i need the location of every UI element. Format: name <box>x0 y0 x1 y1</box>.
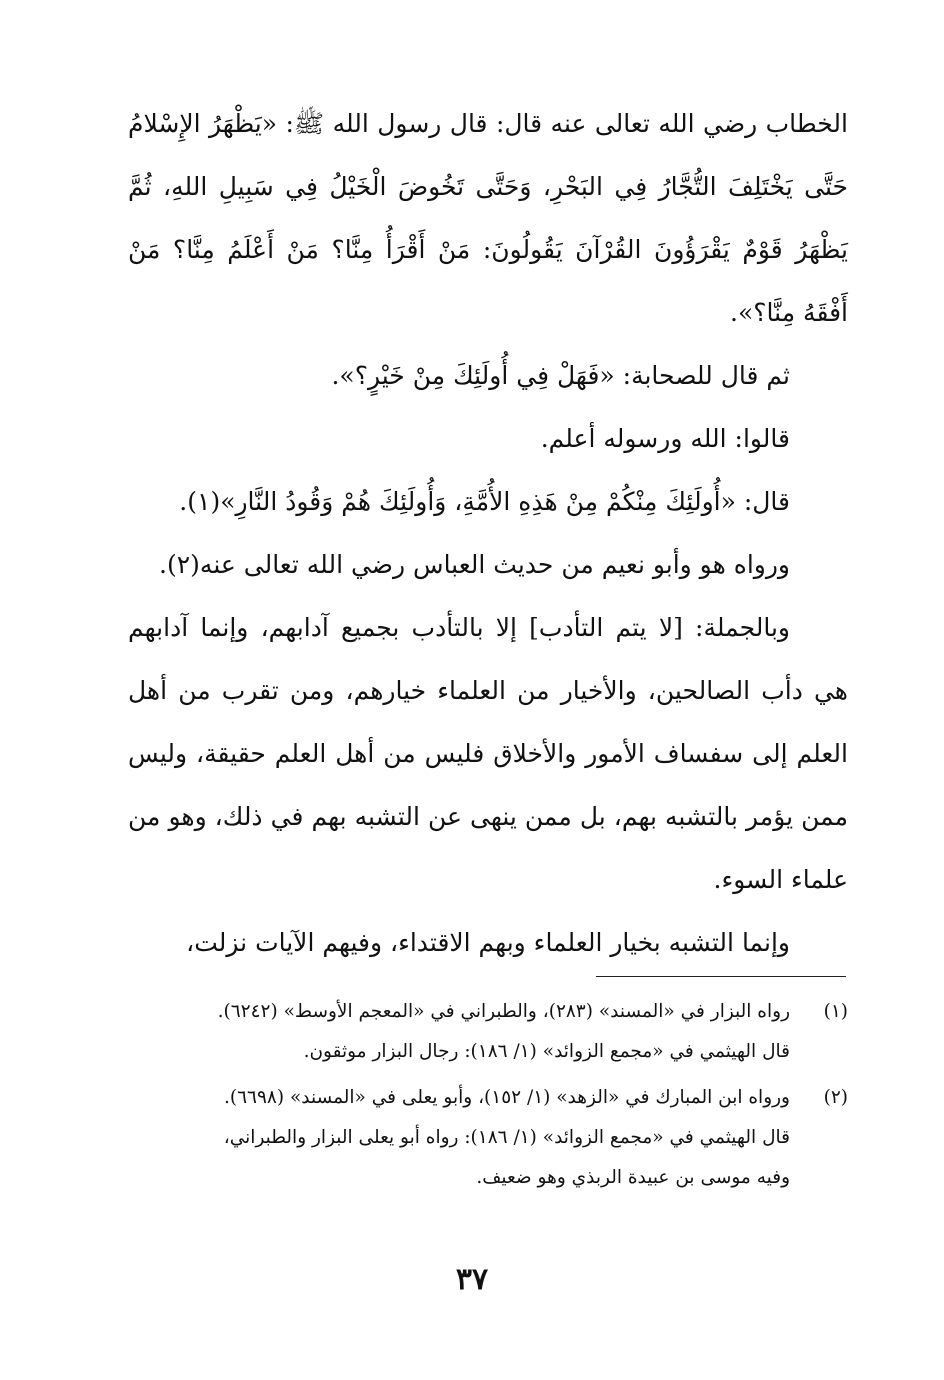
footnote-number: (١) <box>823 1001 848 1022</box>
main-text <box>128 92 848 974</box>
footnotes <box>132 992 848 1204</box>
paragraph-question-to-companions: ثم قال للصحابة: «فَهَلْ فِي أُولَئِكَ مِنْ خَيْرٍ؟». <box>331 361 790 390</box>
footnote-line: وفيه موسى بن عبيدة الربذي وهو ضعيف. <box>476 1167 790 1188</box>
page-number: ٣٧ <box>455 1262 489 1297</box>
footnote-number: (٢) <box>823 1087 848 1108</box>
paragraph-hadith-continuation: الخطاب رضي الله تعالى عنه قال: قال رسول الله ﷺ: «يَظْهَرُ الإِسْلامُ حَتَّى يَخْتَلِفَ التُّجَّارُ فِي البَحْرِ، وَحَتَّى تَخُوضَ الْخَيْلُ فِي سَبِيلِ اللهِ، ثُمَّ يَظْهَرُ قَوْمٌ يَقْرَؤُونَ القُرْآنَ يَقُولُونَ: مَنْ أَقْرَأُ مِنَّا؟ مَنْ أَعْلَمُ مِنَّا؟ مَنْ أَفْقَهُ مِنَّا؟». <box>128 109 848 327</box>
paragraph-closing: وإنما التشبه بخيار العلماء وبهم الاقتداء، وفيهم الآيات نزلت، <box>186 928 790 957</box>
paragraph-summary: وبالجملة: [لا يتم التأدب] إلا بالتأدب بجميع آدابهم، وإنما آدابهم هي دأب الصالحين، والأخيار من العلماء خيارهم، ومن تقرب من أهل العلم إلى سفساف الأمور والأخلاق فليس من أهل العلم حقيقة، وليس ممن يؤمر بالتشبه بهم، بل ممن ينهى عن التشبه بهم في ذلك، وهو من علماء السوء. <box>128 613 848 894</box>
footnote-line: قال الهيثمي في «مجمع الزوائد» (١/ ١٨٦): رجال البزار موثقون. <box>303 1041 790 1062</box>
footnote-separator <box>596 976 846 977</box>
footnote-line: قال الهيثمي في «مجمع الزوائد» (١/ ١٨٦): رواه أبو يعلى البزار والطبراني، <box>223 1127 790 1148</box>
footnote-1 <box>132 992 848 1072</box>
footnote-line: رواه البزار في «المسند» (٢٨٣)، والطبراني في «المعجم الأوسط» (٦٢٤٢). <box>217 1001 790 1022</box>
footnote-2 <box>132 1078 848 1198</box>
paragraph-narration-source: ورواه هو وأبو نعيم من حديث العباس رضي الله تعالى عنه(٢). <box>159 550 790 579</box>
paragraph-prophet-reply: قال: «أُولَئِكَ مِنْكُمْ مِنْ هَذِهِ الأُمَّةِ، وَأُولَئِكَ هُمْ وَقُودُ النَّارِ»(١). <box>179 487 790 516</box>
footnote-line: ورواه ابن المبارك في «الزهد» (١/ ١٥٢)، وأبو يعلى في «المسند» (٦٦٩٨). <box>224 1087 790 1108</box>
paragraph-companions-answer: قالوا: الله ورسوله أعلم. <box>540 424 790 453</box>
